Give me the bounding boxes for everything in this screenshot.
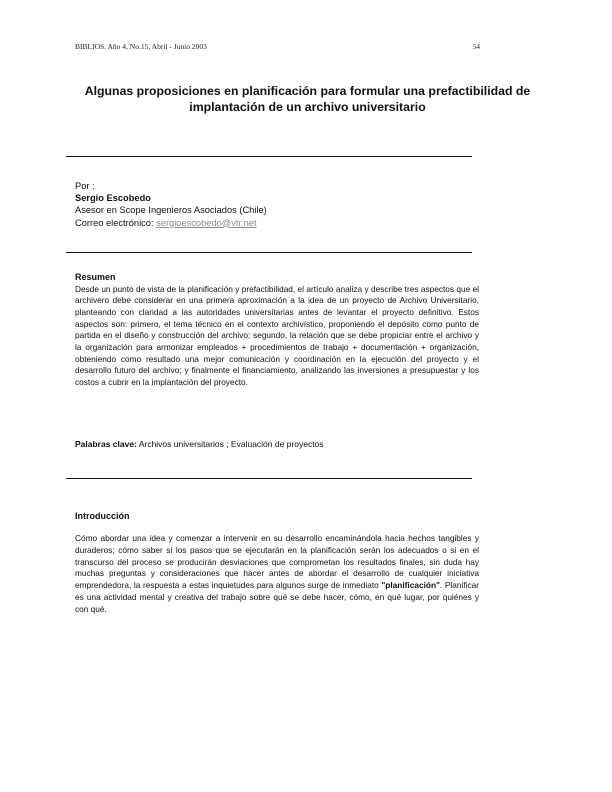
divider-after-keywords — [66, 478, 472, 479]
intro-text-before: Cómo abordar una idea y comenzar a intervenir en su desarrollo encaminándola hacia hechos tangibles y duraderos; cómo saber si los pasos que se ejecutarán en la planificación serán los adecuados o si en el transcurso del proceso se producirán desviaciones que comprometan los resultados finales, sin duda hay muchas preguntas y consideraciones que hacer antes de abordar el desarrollo de cualquier iniciativa emprendedora, la respuesta a estas inquietudes para algunos surge de inmediato — [75, 533, 479, 591]
intro-highlight: "planificación" — [381, 580, 440, 591]
introduction-text — [75, 533, 479, 616]
by-label: Por : — [75, 181, 95, 191]
introduction-heading: Introducción — [75, 511, 130, 521]
abstract-text: Desde un punto de vista de la planificación y prefactibilidad, el artículo analiza y describe tres aspectos que el archivero debe considerar en una primera aproximación a la idea de un proyecto de Archivo Universitario, planteando con claridad a las autoridades universitarias antes de levantar el proyecto definitivo. Estos aspectos son: primero, el tema técnico en el contexto archivístico, proponiendo el depósito como punto de partida en el diseño y construcción del archivo; segundo, la relación que se debe propiciar entre el archivo y la organización para armonizar empleados + procedimientos de trabajo + documentación + organización, obteniendo como resultado una mejor comunicación y coordinación en la ejecución del proyecto y el desarrollo futuro del archivo; y finalmente el financiamiento, analizando las inversiones a presupuestar y los costos a cubrir en la implantación del proyecto. — [75, 283, 479, 388]
abstract-heading: Resumen — [75, 272, 116, 282]
author-contact — [75, 217, 495, 229]
email-link[interactable]: sergioescobedo@vtr.net — [156, 217, 257, 228]
author-block — [75, 180, 495, 229]
intro-text-after: . Planificar es una actividad mental y creativa del trabajo sobre qué se debe hacer, cómo, en qué lugar, por quiénes y con qué. — [75, 580, 479, 614]
author-name: Sergio Escobedo — [75, 193, 151, 204]
page-number: 54 — [472, 42, 480, 51]
keywords-text: Archivos universitarios ; Evaluación de proyectos — [138, 439, 324, 449]
article-title: Algunas proposiciones en planificación para formular una prefactibilidad de implantación de un archivo universitario — [84, 84, 531, 114]
abstract-section — [75, 272, 479, 389]
divider-after-title — [66, 156, 472, 157]
keywords-line — [75, 439, 495, 450]
email-label: Correo electrónico: — [75, 217, 154, 228]
author-affiliation: Asesor en Scope Ingenieros Asociados (Chile) — [75, 205, 267, 216]
keywords-label: Palabras clave: — [75, 439, 137, 449]
divider-after-author — [66, 252, 472, 253]
journal-citation: BIBLIOS. Año 4, No.15, Abril - Junio 2003 — [75, 42, 207, 51]
